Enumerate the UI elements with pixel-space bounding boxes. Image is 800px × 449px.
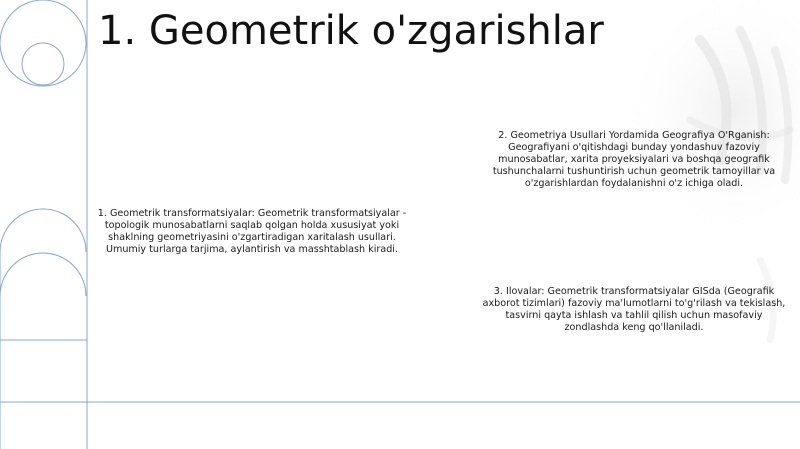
text-block-applications: 3. Ilovalar: Geometrik transformatsiyalar GISda (Geografik axborot tizimlari) fazoviy ma'lumotlarni to'g'rilash va tekislash, tasvirni qayta ishlash va tahlil qilish uchun masofaviy zondlashda keng qo'llaniladi. bbox=[482, 286, 786, 333]
text-block-geometric-transformations: 1. Geometrik transformatsiyalar: Geometrik transformatsiyalar - topologik munosabatlarni saqlab qolgan holda xususiyat yoki shaklning geometriyasini o'zgartiradigan xaritalash usullari. Umumiy turlarga tarjima, aylantirish va masshtablash kiradi. bbox=[97, 208, 407, 255]
text-block-geography-geometry-methods: 2. Geometriya Usullari Yordamida Geografiya O'Rganish: Geografiyani o'qitishdagi bunday yondashuv fazoviy munosabatlar, xarita proyeksiyalari va boshqa geografik tushunchalarni tushuntirish uchun geometrik tamoyillar va o'zgarishlardan foydalanishni o'z ichiga oladi. bbox=[492, 130, 776, 189]
slide-title: 1. Geometrik o'zgarishlar bbox=[98, 8, 604, 54]
